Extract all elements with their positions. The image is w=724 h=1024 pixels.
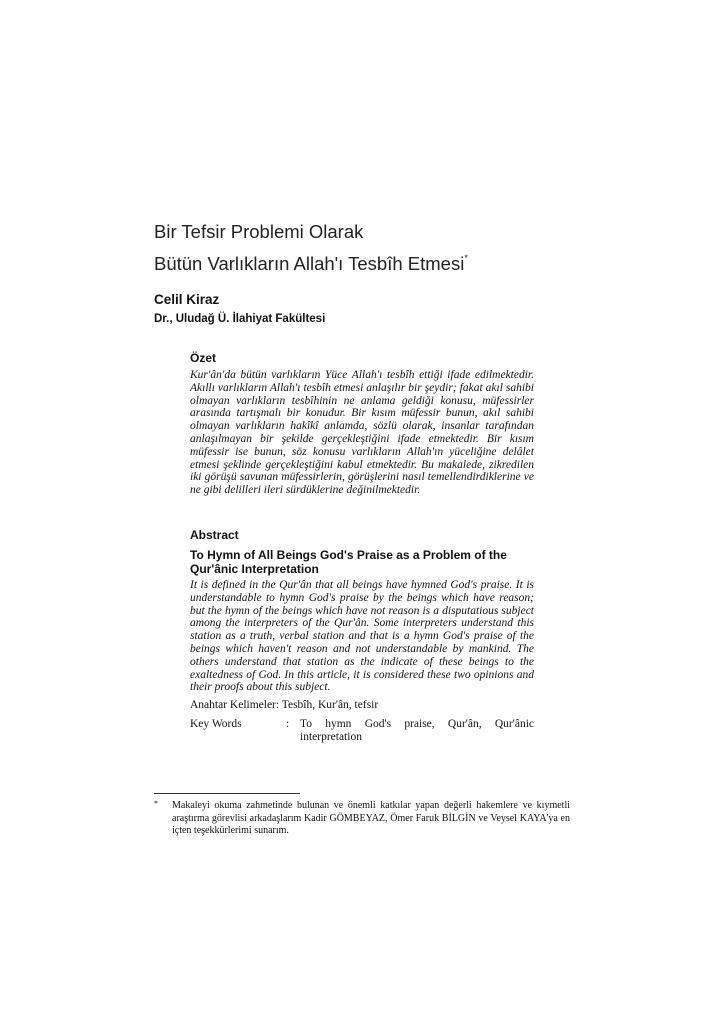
footnote-text: Makaleyi okuma zahmetinde bulunan ve önemli katkılar yapan değerli hakemlere ve kıymetli araştırma görevlisi arkadaşlarım Kadir GÖMBEYAZ, Ömer Faruk BİLGİN ve Veysel KAYA'ya en içten teşekkürlerimi sunarım. bbox=[172, 800, 570, 836]
title-line-2-text: Bütün Varlıkların Allah'ı Tesbîh Etmesi bbox=[154, 253, 465, 274]
keywords-en-label: Key Words bbox=[190, 718, 242, 731]
title-line-1: Bir Tefsir Problemi Olarak bbox=[154, 221, 364, 242]
abstract-text: It is defined in the Qur'ân that all beings have hymned God's praise. It is understandable to hymn God's praise by the beings which have reason; but the hymn of the beings which have not reason is a disputatious subject among the interpreters of the Qur'ân. Some interpreters understand this station as a truth, verbal station and that is a hymn God's praise of the beings which haven't reason and not understandable by mankind. The others understand that station as the indicate of these beings to the exaltedness of God. In this article, it is considered these two opinions and their proofs about this subject. bbox=[190, 579, 534, 694]
abstract-section bbox=[190, 528, 534, 744]
author-affiliation: Dr., Uludağ Ü. İlahiyat Fakültesi bbox=[154, 313, 326, 325]
ozet-heading: Özet bbox=[190, 351, 217, 365]
keywords-en bbox=[190, 718, 534, 744]
author-name: Celil Kiraz bbox=[154, 292, 220, 307]
ozet-section bbox=[190, 351, 534, 497]
ozet-text: Kur'ân'da bütün varlıkların Yüce Allah'ı tesbîh ettiği ifade edilmektedir. Akıllı varlıkların Allah'ı tesbîh etmesi anlaşılır bir şeydir; fakat akıl sahibi olmayan varlıkların tesbîhinin ne anlama geldiği konusu, müfessirler arasında tartışmalı bir konudur. Bir kısım müfessir bunun, akıl sahibi olmayan varlıkların hakîkî anlamda, sözlü olarak, insanlar tarafından anlaşılmayan bir şekilde gerçekleştiğini ifade etmektedir. Bir kısım müfessir ise bunun, söz konusu varlıkların Allah'ın yüceliğine delâlet etmesi şeklinde gerçekleştiğini kabul etmektedir. Bu makalede, zikredilen iki görüşü savunan müfessirlerin, görüşlerini nasıl temellendirdiklerine ve ne gibi delilleri ileri sürdüklerine değinilmektedir. bbox=[190, 369, 534, 497]
footnote-mark: * bbox=[154, 799, 158, 808]
keywords-tr: Anahtar Kelimeler: Tesbîh, Kur'ân, tefsir bbox=[190, 699, 379, 712]
footnote bbox=[154, 800, 570, 838]
keywords-en-value: To hymn God's praise, Qur'ân, Qur'ânic interpretation bbox=[300, 718, 534, 744]
title-footnote-mark[interactable]: * bbox=[464, 253, 468, 263]
title-line-2 bbox=[154, 245, 468, 277]
keywords-en-separator: : bbox=[286, 718, 290, 731]
article-title bbox=[154, 218, 468, 277]
abstract-heading: Abstract bbox=[190, 528, 239, 542]
abstract-subtitle: To Hymn of All Beings God's Praise as a Problem of the Qur'ânic Interpretation bbox=[190, 548, 507, 576]
footnote-divider bbox=[154, 793, 300, 794]
